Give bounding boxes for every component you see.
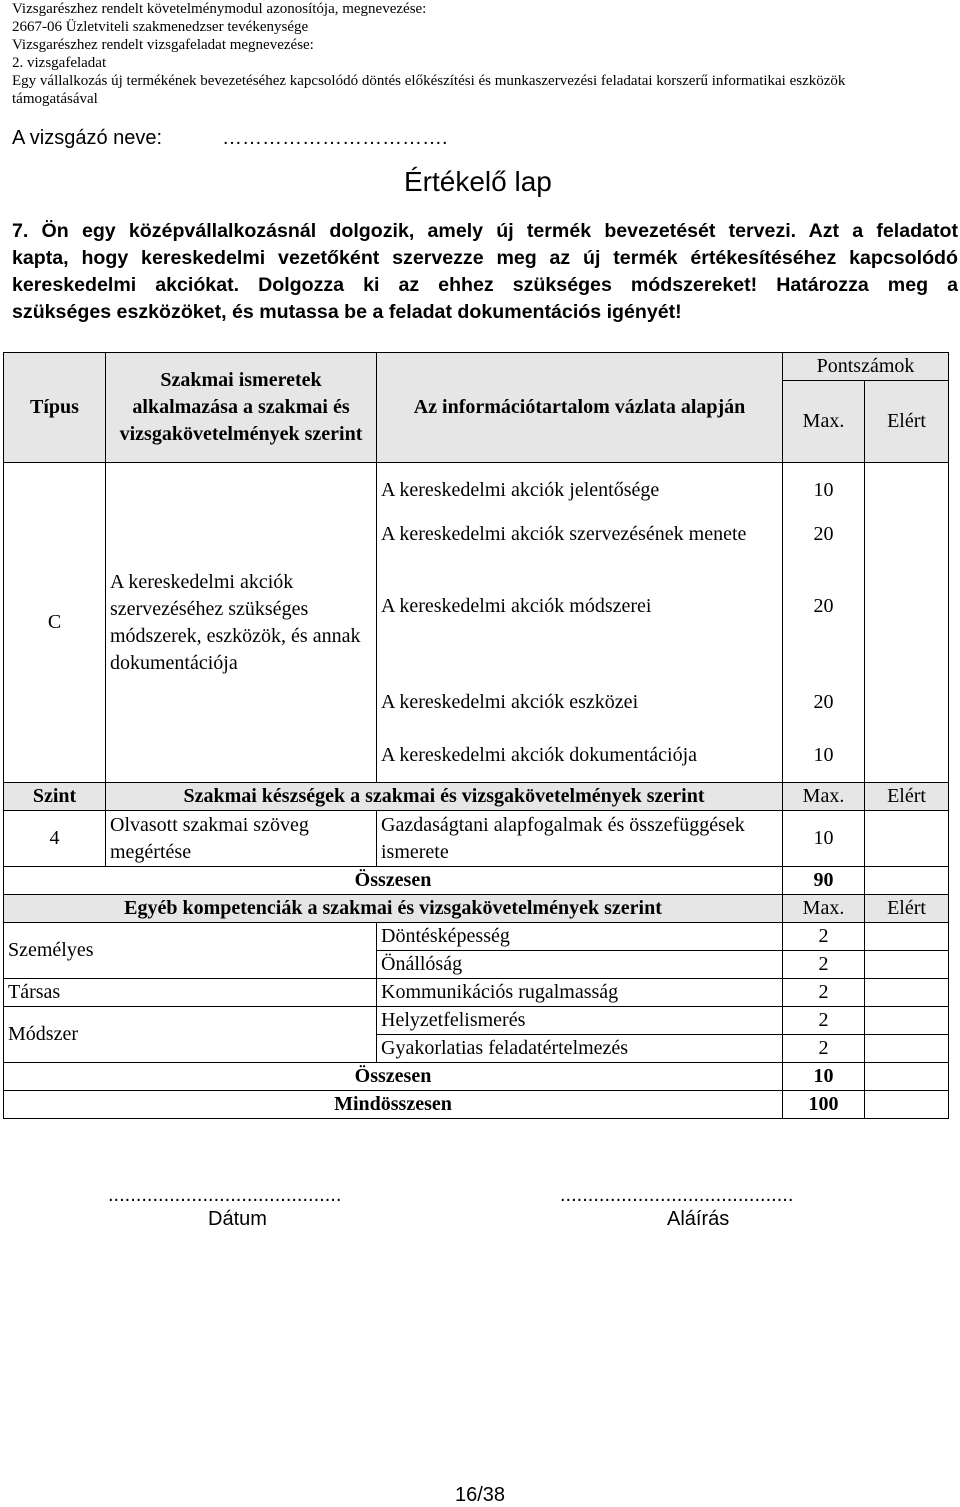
col-head-info: Az információtartalom vázlata alapján [377, 353, 783, 463]
candidate-name-label: A vizsgázó neve: [12, 127, 163, 149]
comp-max: 2 [783, 979, 865, 1007]
comp-item: Gyakorlatias feladatértelmezés [377, 1035, 783, 1063]
comp-category: Módszer [4, 1007, 377, 1063]
document-header [12, 0, 952, 108]
type-c-cell: C [4, 463, 106, 783]
task-line: 7. Ön egy középvállalkozásnál dolgozik, amely új termék bevezetését tervezi. Azt a feladatot [12, 220, 958, 242]
c-row-max: 20 [783, 677, 865, 729]
skills-head-label: Szakmai készségek a szakmai és vizsgakövetelmények szerint [106, 783, 783, 811]
c-row-max: 20 [783, 593, 865, 677]
skills-head-szint: Szint [4, 783, 106, 811]
total-label: Összesen [4, 1063, 783, 1091]
c-row-label: A kereskedelmi akciók módszerei [377, 593, 783, 677]
comp-head-elert: Elért [865, 895, 949, 923]
header-line: Egy vállalkozás új termékének bevezetéséhez kapcsolódó döntés előkészítési és munkaszervezési feladatai korszerű informatikai eszközök [12, 73, 846, 89]
skill-max: 10 [783, 811, 865, 867]
comp-elert-cell[interactable] [865, 1007, 949, 1035]
comp-max: 2 [783, 923, 865, 951]
header-line: Vizsgarészhez rendelt vizsgafeladat megnevezése: [12, 37, 314, 53]
total-value: 10 [783, 1063, 865, 1091]
grand-total-value: 100 [783, 1091, 865, 1119]
task-line: kapta, hogy kereskedelmi vezetőként szervezze meg az új termék értékesítéséhez kapcsolódó [12, 247, 958, 269]
signature-line[interactable]: .......................................... [560, 1184, 794, 1206]
total-value: 90 [783, 867, 865, 895]
skills-head-elert: Elért [865, 783, 949, 811]
comp-category: Személyes [4, 923, 377, 979]
page-number: 16/38 [454, 1484, 506, 1506]
header-line: támogatásával [12, 91, 98, 107]
date-line[interactable]: .......................................... [108, 1184, 342, 1206]
total-label: Összesen [4, 867, 783, 895]
col-head-pontszamok: Pontszámok [783, 353, 949, 381]
comp-item: Döntésképesség [377, 923, 783, 951]
task-line: szükséges eszközöket, és mutassa be a feladat dokumentációs igényét! [12, 301, 682, 323]
c-row-max: 20 [783, 518, 865, 593]
comp-elert-cell[interactable] [865, 1035, 949, 1063]
evaluation-table [3, 352, 949, 1119]
task-description [12, 218, 958, 326]
skills-head-max: Max. [783, 783, 865, 811]
skill-level: 4 [4, 811, 106, 867]
c-row-label: A kereskedelmi akciók eszközei [377, 677, 783, 729]
skill-detail: Gazdaságtani alapfogalmak és összefüggések ismerete [377, 811, 783, 867]
c-row-label: A kereskedelmi akciók dokumentációja [377, 729, 783, 783]
signature-label: Aláírás [667, 1208, 730, 1230]
c-description: A kereskedelmi akciók szervezéséhez szükséges módszerek, eszközök, és annak dokumentációja [106, 463, 377, 783]
comp-category: Társas [4, 979, 377, 1007]
c-row-max: 10 [783, 729, 865, 783]
comp-elert-cell[interactable] [865, 951, 949, 979]
comp-max: 2 [783, 1035, 865, 1063]
grand-total-elert-cell[interactable] [865, 1091, 949, 1119]
comp-max: 2 [783, 1007, 865, 1035]
comp-head-max: Max. [783, 895, 865, 923]
skill-elert-cell[interactable] [865, 811, 949, 867]
skill-name: Olvasott szakmai szöveg megértése [106, 811, 377, 867]
col-head-elert: Elért [865, 381, 949, 463]
comp-item: Helyzetfelismerés [377, 1007, 783, 1035]
total-elert-cell[interactable] [865, 867, 949, 895]
col-head-szakmai: Szakmai ismeretek alkalmazása a szakmai és vizsgakövetelmények szerint [106, 353, 377, 463]
comp-elert-cell[interactable] [865, 979, 949, 1007]
c-row-max: 10 [783, 463, 865, 518]
c-elert-cell[interactable] [865, 463, 949, 783]
task-line: kereskedelmi akciókat. Dolgozza ki az ehhez szükséges módszereket! Határozza meg a [12, 274, 958, 296]
col-head-tipus: Típus [4, 353, 106, 463]
candidate-name-field[interactable]: ……………………………. [222, 127, 448, 149]
comp-max: 2 [783, 951, 865, 979]
comp-item: Kommunikációs rugalmasság [377, 979, 783, 1007]
date-label: Dátum [208, 1208, 267, 1230]
col-head-max: Max. [783, 381, 865, 463]
total-elert-cell[interactable] [865, 1063, 949, 1091]
grand-total-label: Mindösszesen [4, 1091, 783, 1119]
c-row-label: A kereskedelmi akciók szervezésének menete [377, 518, 783, 593]
header-line: Vizsgarészhez rendelt követelménymodul azonosítója, megnevezése: [12, 1, 427, 17]
c-row-label: A kereskedelmi akciók jelentősége [377, 463, 783, 518]
comp-head-label: Egyéb kompetenciák a szakmai és vizsgakövetelmények szerint [4, 895, 783, 923]
page-title: Értékelő lap [404, 166, 552, 197]
header-line: 2. vizsgafeladat [12, 55, 107, 71]
comp-elert-cell[interactable] [865, 923, 949, 951]
comp-item: Önállóság [377, 951, 783, 979]
header-line: 2667-06 Üzletviteli szakmenedzser tevékenysége [12, 19, 309, 35]
